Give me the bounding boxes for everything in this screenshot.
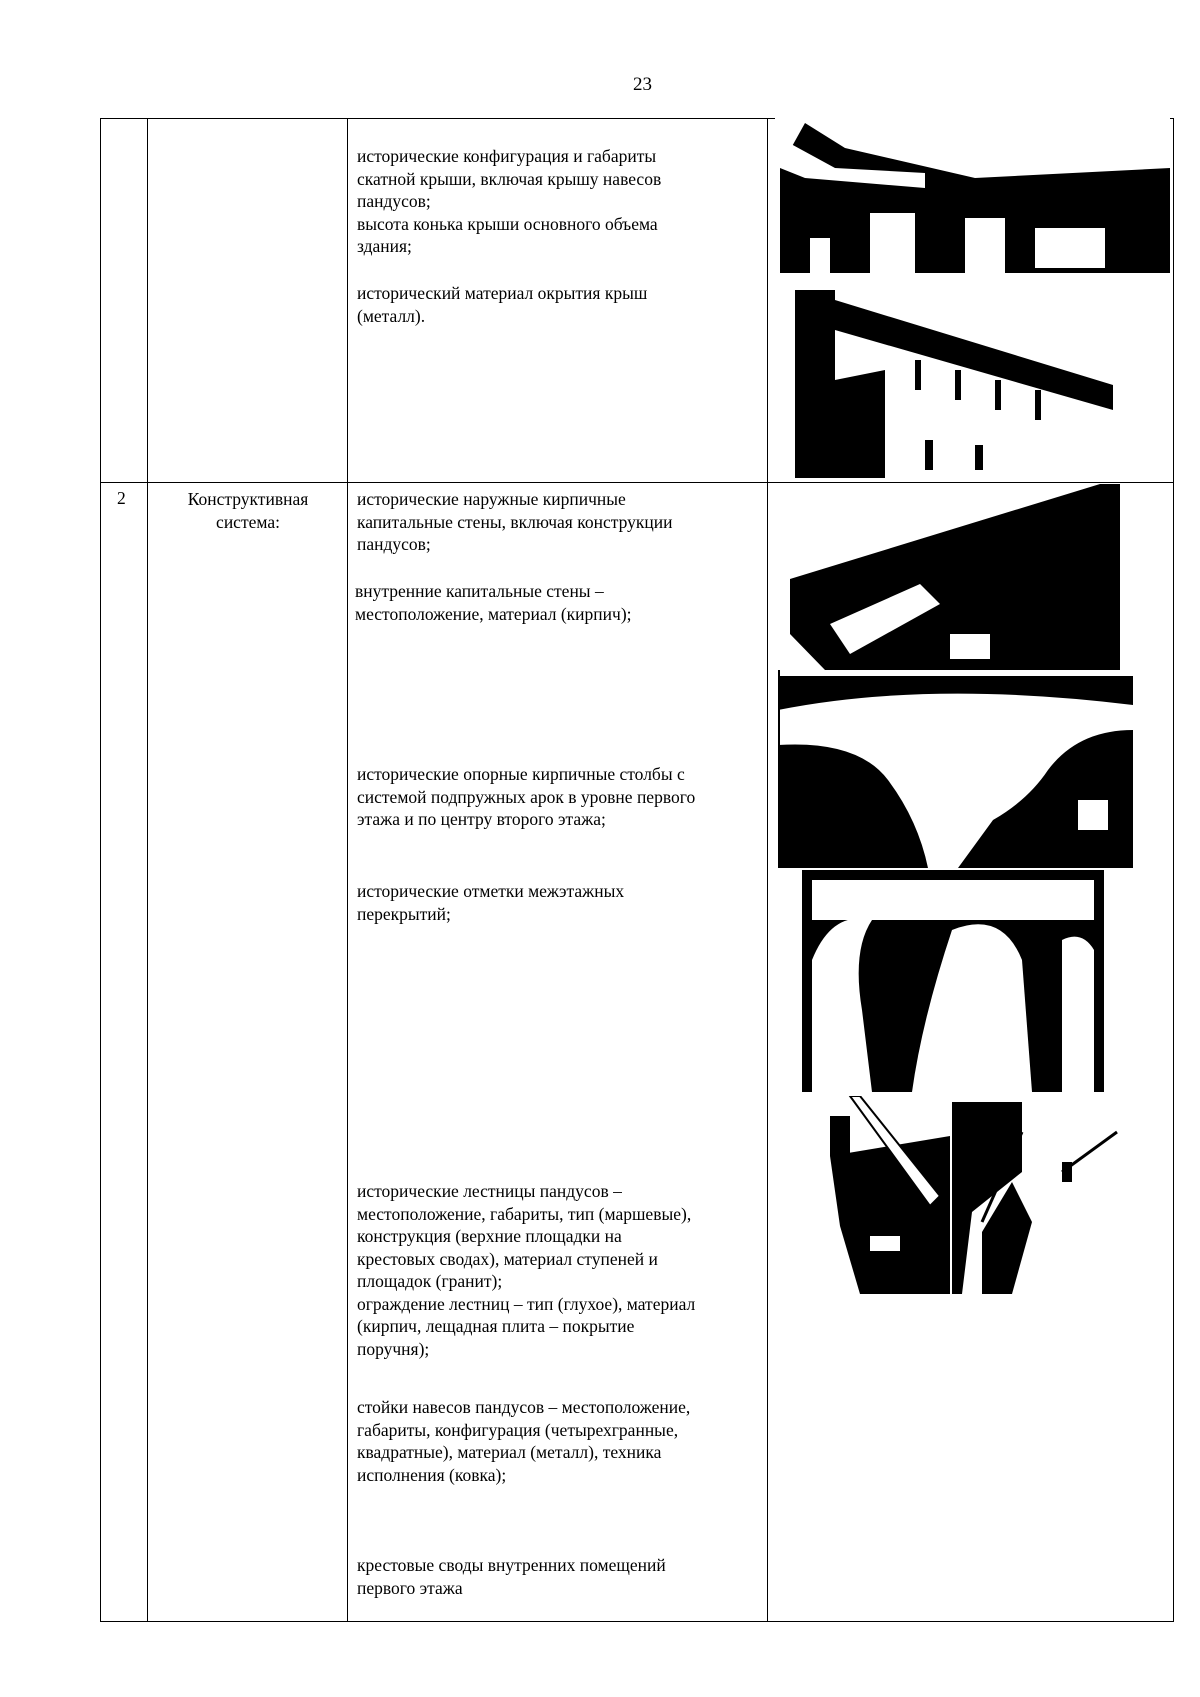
row-number: 2 (117, 488, 126, 508)
table-column-divider (767, 118, 768, 1622)
stair-ramp-right-photo (952, 1102, 1120, 1294)
table-border-left (100, 118, 101, 1622)
building-long-facade-photo (795, 290, 1113, 478)
stair-ramp-left-photo (800, 1096, 950, 1294)
element-name: Конструктивная система: (187, 489, 309, 532)
requirement-text: крестовые своды внутренних помещений первого этажа (357, 1555, 666, 1598)
requirement-text: исторические наружные кирпичные капитальные стены, включая конструкции пандусов; (357, 489, 673, 554)
arches-interior-photo (802, 870, 1104, 1092)
requirement-text: исторический материал окрытия крыш (металл). (357, 283, 648, 326)
requirement-text: внутренние капитальные стены – местоположение, материал (кирпич); (355, 581, 632, 624)
heritage-table (100, 118, 1174, 1622)
table-column-divider (347, 118, 348, 1622)
page-number: 23 (633, 74, 652, 95)
requirement-text: исторические конфигурация и габариты скатной крыши, включая крышу навесов пандусов; высота конька крыши основного объема здания; (357, 146, 662, 256)
requirement-text: исторические лестницы пандусов – местоположение, габариты, тип (маршевые), конструкция (верхние площадки на крестовых сводах), материал ступеней и площадок (гранит); ограждение лестниц – тип (глухое), материал (кирпич, лещадная плита – покрытие поручня); (357, 1181, 696, 1359)
table-column-divider (147, 118, 148, 1622)
arches-pillar-photo (778, 670, 1133, 868)
requirement-text: стойки навесов пандусов – местоположение, габариты, конфигурация (четырехгранные, квадратные), материал (металл), техника исполнения (ковка); (357, 1397, 691, 1485)
table-border-right (1173, 118, 1174, 1622)
row-divider (100, 482, 1174, 483)
building-facade-photo (775, 118, 1170, 290)
requirement-text: исторические опорные кирпичные столбы с системой подпружных арок в уровне первого этажа и по центру второго этажа; (357, 764, 696, 829)
requirement-text: исторические отметки межэтажных перекрытий; (357, 881, 625, 924)
table-border-bottom (100, 1621, 1174, 1622)
